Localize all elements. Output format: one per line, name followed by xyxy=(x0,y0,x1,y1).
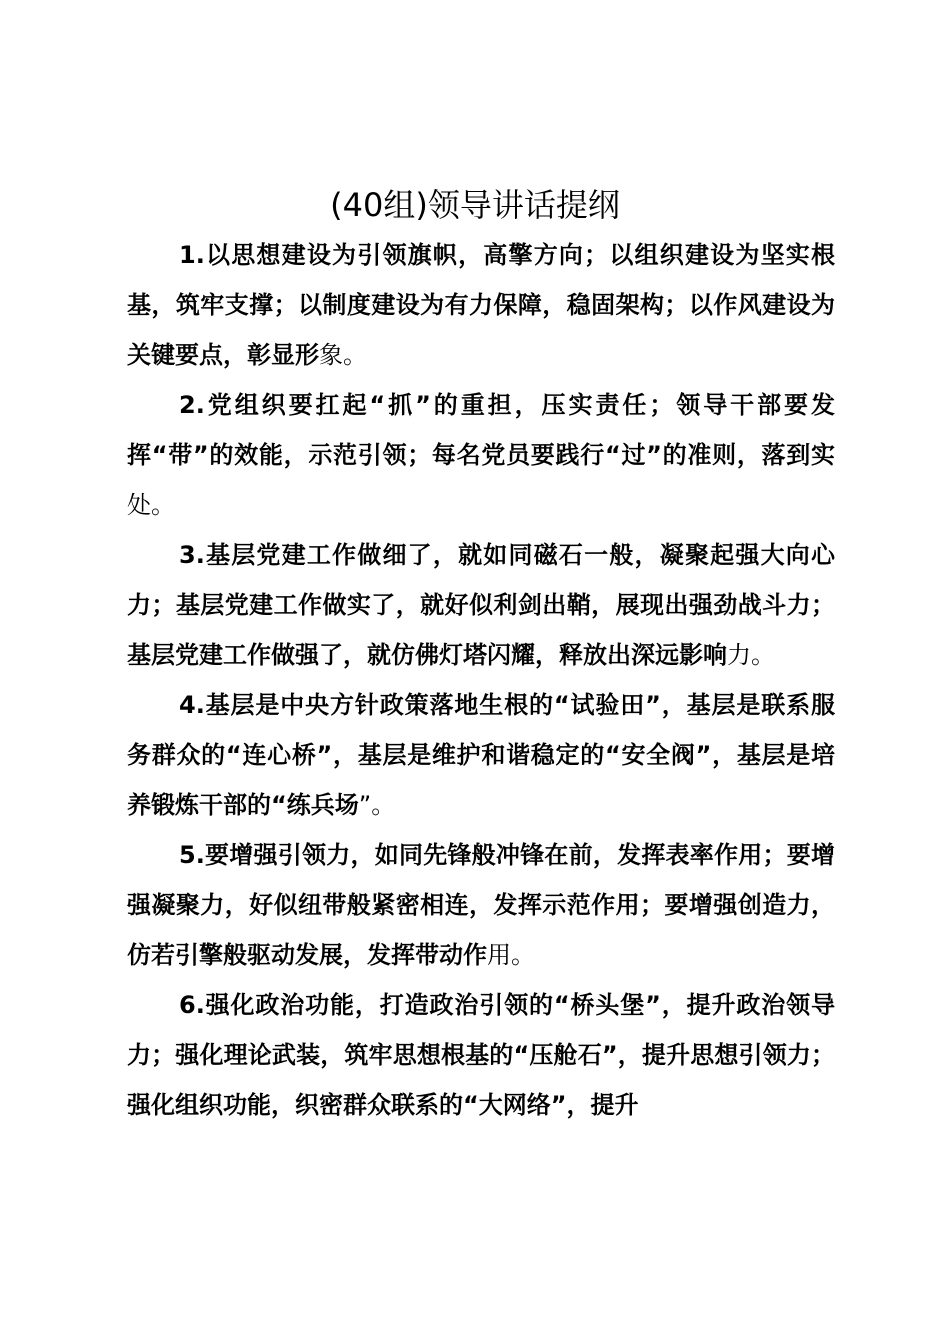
paragraph-text: 5.要增强引领力，如同先锋般冲锋在前，发挥表率作用；要增强凝聚力，好似纽带般紧密相连，发挥示范作用；要增强创造力，仿若引擎般驱动发展，发挥带动作 xyxy=(127,841,835,969)
paragraph-4 xyxy=(127,680,835,830)
paragraph-text: 6.强化政治功能，打造政治引领的“桥头堡”，提升政治领导力；强化理论武装，筑牢思想根基的“压舱石”，提升思想引领力；强化组织功能，织密群众联系的“大网络”，提升 xyxy=(127,991,835,1119)
document-body xyxy=(127,230,835,1130)
paragraph-text: 4.基层是中央方针政策落地生根的“试验田”，基层是联系服务群众的“连心桥”，基层是维护和谐稳定的“安全阀”，基层是培养锻炼干部的“练兵场 xyxy=(127,691,835,819)
paragraph-tail: 力。 xyxy=(727,641,775,669)
paragraph-text: 2.党组织要扛起“抓”的重担，压实责任；领导干部要发挥“带”的效能，示范引领；每名党员要践行“过”的准则，落到实 xyxy=(127,391,835,469)
paragraph-3 xyxy=(127,530,835,680)
document-title: (40组)领导讲话提纲 xyxy=(330,186,620,224)
paragraph-6 xyxy=(127,980,835,1130)
paragraph-tail: 处。 xyxy=(127,491,175,519)
paragraph-tail: 象。 xyxy=(319,341,367,369)
paragraph-tail: 用。 xyxy=(487,941,535,969)
paragraph-2 xyxy=(127,380,835,530)
paragraph-5 xyxy=(127,830,835,980)
paragraph-1 xyxy=(127,230,835,380)
paragraph-text: 3.基层党建工作做细了，就如同磁石一般，凝聚起强大向心力；基层党建工作做实了，就好似利剑出鞘，展现出强劲战斗力；基层党建工作做强了，就仿佛灯塔闪耀，释放出深远影响 xyxy=(127,541,835,669)
paragraph-tail: ”。 xyxy=(358,791,396,819)
paragraph-text: 1.以思想建设为引领旗帜，高擎方向；以组织建设为坚实根基，筑牢支撑；以制度建设为有力保障，稳固架构；以作风建设为关键要点，彰显形 xyxy=(127,241,835,369)
